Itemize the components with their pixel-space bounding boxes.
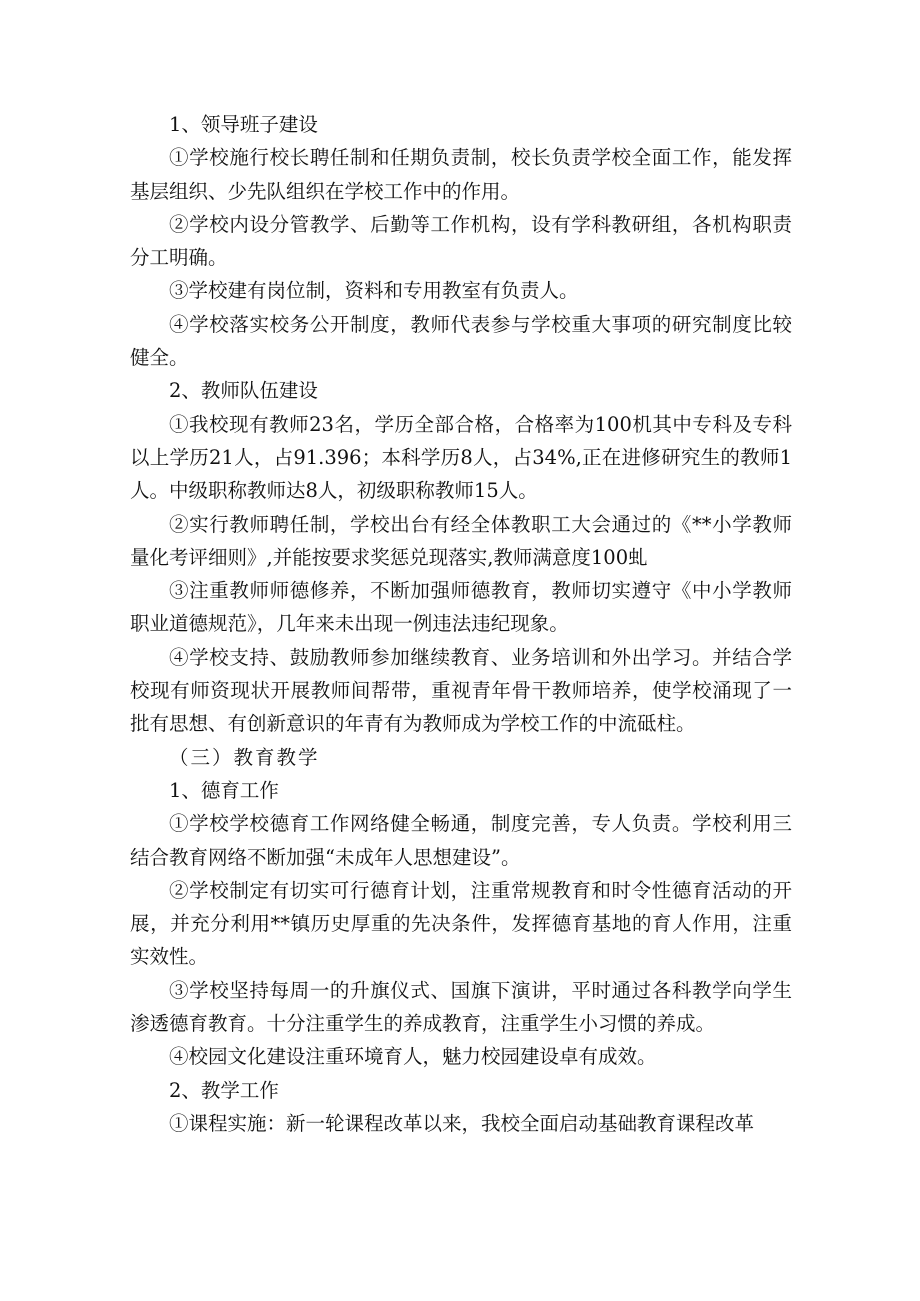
heading-teaching-work: 2、教学工作 — [169, 1078, 279, 1102]
heading-leadership: 1、领导班子建设 — [169, 113, 318, 136]
paragraph: ①课程实施：新一轮课程改革以来，我校全面启动基础教育课程改革 — [169, 1111, 755, 1135]
paragraph: ④学校支持、鼓励教师参加继续教育、业务培训和外出学习。并结合学校现有师资现状开展教师间帮带，重视青年骨干教师培养，使学校涌现了一批有思想、有创新意识的年青有为教师成为学校工作的中流砥柱。 — [130, 645, 792, 736]
document-page — [130, 108, 792, 1140]
heading-moral-education: 1、德育工作 — [169, 778, 279, 802]
paragraph: ②实行教师聘任制，学校出台有经全体教职工大会通过的《**小学教师量化考评细则》,并能按要求奖惩兑现落实,教师满意度100虬 — [130, 512, 792, 569]
paragraph: ③学校坚持每周一的升旗仪式、国旗下演讲，平时通过各科教学向学生渗透德育教育。十分注重学生的养成教育，注重学生小习惯的养成。 — [130, 978, 792, 1036]
paragraph: ①我校现有教师23名，学历全部合格，合格率为100机其中专科及专科以上学历21人，占91.396；本科学历8人，占34%,正在进修研究生的教师1人。中级职称教师达8人，初级职称教师15人。 — [130, 412, 792, 503]
paragraph: ②学校制定有切实可行德育计划，注重常规教育和时令性德育活动的开展，并充分利用**镇历史厚重的先决条件，发挥德育基地的育人作用，注重实效性。 — [130, 878, 792, 969]
paragraph: ③注重教师师德修养，不断加强师德教育，教师切实遵守《中小学教师职业道德规范》，几年来未出现一例违法违纪现象。 — [130, 579, 792, 636]
paragraph: ②学校内设分管教学、后勤等工作机构，设有学科教研组，各机构职责分工明确。 — [130, 212, 792, 270]
heading-section-education: （三）教育教学 — [169, 745, 320, 769]
paragraph: ④校园文化建设注重环境育人，魅力校园建设卓有成效。 — [169, 1045, 657, 1069]
paragraph: ①学校施行校长聘任制和任期负责制，校长负责学校全面工作，能发挥基层组织、少先队组织在学校工作中的作用。 — [130, 146, 792, 203]
paragraph: ①学校学校德育工作网络健全畅通，制度完善，专人负责。学校利用三结合教育网络不断加强“未成年人思想建设”。 — [130, 812, 792, 869]
heading-teacher-team: 2、教师队伍建设 — [169, 379, 318, 403]
paragraph: ③学校建有岗位制，资料和专用教室有负责人。 — [169, 279, 579, 303]
paragraph: ④学校落实校务公开制度，教师代表参与学校重大事项的研究制度比较健全。 — [130, 312, 792, 370]
